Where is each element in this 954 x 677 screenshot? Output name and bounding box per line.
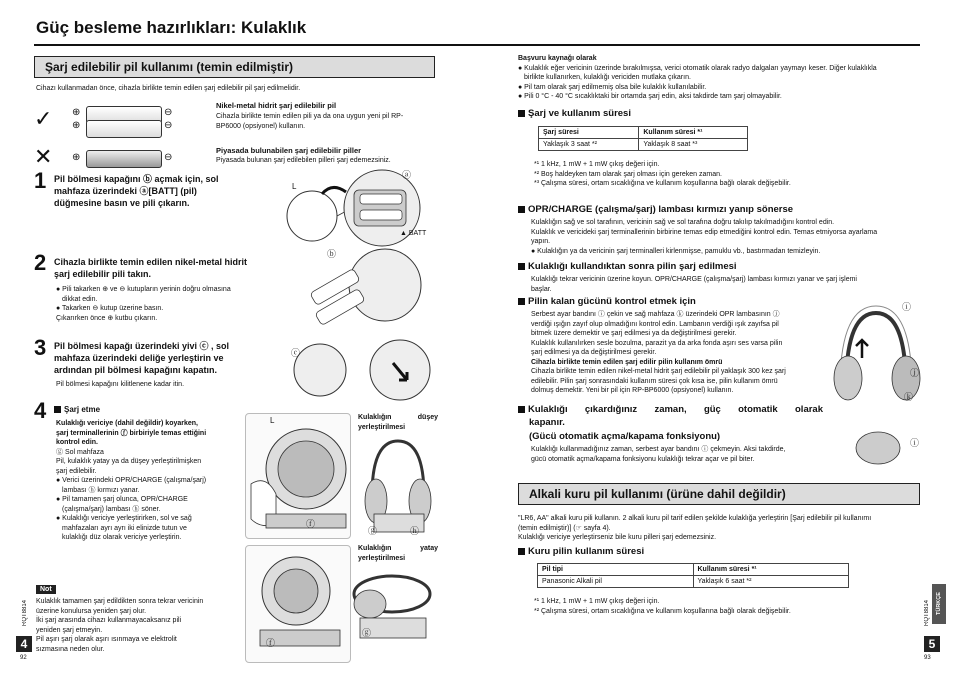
doc-code-right: RQT8814 [924, 600, 930, 627]
alkaline-line: (temin edilmiştir)] (☞ sayfa 4). [518, 524, 611, 532]
dry-battery-table [537, 563, 849, 588]
illustration-vertical-charger [360, 436, 435, 536]
auto-line: gücü otomatik açma/kapama fonksiyonu kulaklığı tekrar açar ve pil biter. [531, 455, 755, 463]
low-battery-text [531, 310, 821, 396]
label-b: ⓑ [327, 249, 337, 259]
low-line: bitmek üzere demektir ve şarj edilmesi ya da değiştirilmesi gerekir. [531, 330, 737, 337]
step-1-text [54, 173, 265, 209]
step-2-bullets [56, 285, 266, 323]
section-alkaline: Alkali kuru pil kullanımı (ürüne dahil değildir) [518, 483, 920, 505]
note-line: Pil aşırı şarj olarak aşırı ısınmaya ve elektrolit [36, 636, 177, 643]
illustration-headphone [826, 298, 926, 468]
illustration-horizontal-hands [245, 545, 351, 663]
label-batt: ▲ BATT [400, 230, 427, 237]
footnote: *² Çalışma süresi, ortam sıcaklığına ve kullanım koşullarına bağlı olarak değişebilir. [534, 607, 791, 615]
life-line: edilebilir. Pilin şarj sonrasındaki kullanım süresi çok kısa ise, pilin kullanım ömrü [531, 377, 778, 385]
step-2-bullet: dikkat edin. [62, 295, 98, 303]
after-line: Kulaklığı tekrar vericinin üzerine koyun. OPR/CHARGE (çalışma/şarj) lambası kırmızı yanar ve şarj işlemi [531, 276, 857, 283]
caption-horizontal [358, 544, 438, 563]
label-g: ⓖ [368, 526, 378, 536]
page-small-right: 93 [924, 655, 931, 661]
step-3-line: ardından pil bölmesi kapağını kapatın. [54, 365, 218, 375]
step-4-line: kontrol edin. [56, 439, 98, 446]
step-4-line: şarj terminallerinin ⓕ birbiriyle temas ettiğini [56, 429, 207, 437]
caption-line: yerleştirilmesi [358, 554, 406, 562]
step-1-number: 1 [34, 168, 47, 193]
low-battery-heading: Pilin kalan gücünü kontrol etmek için [518, 296, 696, 308]
page-number-left: 4 [16, 636, 32, 652]
low-line: Kulaklık kullanılırken sesle bozulma, parazit ya da arka fonda aşırı ses varsa pilin [531, 339, 783, 347]
caption-line: Kulaklığın düşey [358, 414, 438, 421]
doc-code-left: RQT8814 [22, 600, 28, 627]
step-3-text [54, 340, 265, 376]
ok-battery-title: Nikel-metal hidrit şarj edilebilir pil [216, 101, 337, 110]
step-4-line: ● Pil tamamen şarj olunca, OPR/CHARGE [56, 496, 188, 503]
plus-icon: ⊕ [72, 152, 81, 163]
label-i: ⓘ [910, 438, 920, 448]
table-cell: Panasonic Alkali pil [538, 576, 694, 588]
note-line: İki şarj arasında cihazı kullanmayacaksanız pili [36, 617, 182, 624]
step-4-title: Şarj etme [54, 404, 100, 416]
step-4-text [56, 419, 226, 543]
life-line: dolmuş demektir. Yeni bir pil için RP-BP6000 (opsiyonel) kullanın. [531, 387, 734, 394]
note-line: yeniden şarj etmeyin. [36, 626, 103, 634]
after-line: başlar. [531, 285, 552, 293]
battery-illustration [34, 104, 214, 174]
cross-icon: ✕ [34, 144, 53, 169]
step-2-number: 2 [34, 250, 47, 275]
step-2-bullet: Çıkarırken önce ⊕ kutbu çıkarın. [56, 314, 158, 322]
reference-title: Başvuru kaynağı olarak [518, 55, 597, 62]
step-2-line: şarj edilebilir pili takın. [54, 269, 152, 279]
step-3-line: mahfaza üzerindeki deliğe yerleştirin ve [54, 353, 224, 363]
page-small-left: 92 [20, 655, 27, 661]
alkaline-line: Kulaklığı vericiye yerleştirseniz bile kuru pilleri şarj edemezsiniz. [518, 534, 717, 541]
life-line: Cihazla birlikte temin edilen nikel-metal hidrit şarj edilebilir pil yaklaşık 300 kez şarj [531, 368, 786, 375]
step-2-line: Cihazla birlikte temin edilen nikel-metal hidrit [54, 257, 248, 267]
illustration-step2 [285, 245, 435, 335]
page-number-right: 5 [924, 636, 940, 652]
table-header: Kullanım süresi *¹ [639, 127, 748, 139]
step-2-text [54, 256, 266, 280]
low-line: Serbest ayar bandını ⓘ çekin ve sağ mahfaza ⓚ üzerindeki OPR lambasının ⓙ [531, 311, 780, 318]
footnote: *¹ 1 kHz, 1 mW + 1 mW çıkış değeri için. [534, 598, 660, 605]
reference-block [518, 54, 923, 102]
opr-heading: OPR/CHARGE (çalışma/şarj) lambası kırmızı yanıp sönerse [518, 204, 793, 216]
plus-icon: ⊕ [72, 107, 81, 118]
table-cell: Yaklaşık 8 saat *³ [639, 139, 748, 151]
label-i: ⓘ [902, 302, 912, 312]
caption-vertical [358, 413, 438, 432]
opr-text [531, 218, 923, 256]
illustration-step4-hands [245, 413, 351, 539]
battery-life-title: Cihazla birlikte temin edilen şarj edilir pilin kullanım ömrü [531, 358, 723, 366]
label-c: ⓒ [291, 348, 301, 358]
footnote: *¹ 1 kHz, 1 mW + 1 mW çıkış değeri için. [534, 161, 660, 168]
check-icon: ✓ [34, 106, 53, 131]
battery-icon [86, 120, 162, 138]
label-h: ⓗ [410, 526, 420, 536]
section-rechargeable: Şarj edilebilir pil kullanımı (temin edilmiştir) [34, 56, 435, 78]
step-3-line: Pil bölmesi kapağı üzerindeki yivi ⓒ , sol [54, 341, 230, 351]
auto-power-text [531, 445, 831, 464]
ok-battery-text-1: Cihazla birlikte temin edilen pili ya da ona uygun yeni pil RP- [216, 113, 404, 120]
reference-line: ● Kulaklık eğer vericinin üzerinde bırakılmışsa, verici otomatik olarak radyo dalgaları yaymayı keser. Diğer kulaklıkla [518, 64, 877, 72]
note-text [36, 597, 226, 654]
minus-icon: ⊖ [164, 152, 173, 163]
ng-battery-title: Piyasada bulunabilen şarj edilebilir piller [216, 146, 362, 155]
illustration-step1 [282, 168, 437, 248]
opr-line: yapın. [531, 238, 551, 245]
step-1-line: düğmesine basın ve pili çıkarın. [54, 198, 190, 208]
step-3-note: Pil bölmesi kapağını kilitlenene kadar itin. [56, 381, 185, 388]
ok-battery-text-2: BP6000 (opsiyonel) kullanın. [216, 123, 306, 130]
label-f: ⓕ [266, 638, 276, 648]
battery-icon [86, 150, 162, 168]
step-4-line: lambası ⓗ kırmızı yanar. [62, 486, 140, 494]
step-4-line: ● Verici üzerindeki OPR/CHARGE (çalışma/şarj) [56, 477, 207, 484]
step-4-line: ⓖ Sol mahfaza [56, 448, 104, 456]
alkaline-line: "LR6, AA" alkali kuru pili kullanın. 2 alkali kuru pil tarif edilen şekilde kulaklığa yerleştirin [Şarj edilebilir pil kullanımı [518, 515, 872, 522]
reference-line: ● Pili 0 °C - 40 °C sıcaklıktaki bir ortamda şarj edin, aksi takdirde tam şarj olmayabilir. [518, 93, 782, 100]
footnote: *² Boş haldeyken tam olarak şarj olması için gereken zaman. [534, 170, 722, 178]
step-4-line: kulaklığı düz olarak vericiye yerleştirin. [62, 534, 182, 541]
step-4-line: (çalışma/şarj) lambası ⓗ söner. [62, 505, 161, 513]
step-1-line: Pil bölmesi kapağını ⓑ açmak için, sol [54, 174, 219, 184]
caption-line: Kulaklığın yatay [358, 545, 438, 552]
footnotes-1 [534, 160, 791, 189]
auto-power-heading-1: Kulaklığı çıkardığınız zaman, güç otomatik olarak [518, 404, 823, 416]
ng-battery-text: Piyasada bulunan şarj edilebilen pilleri şarj edemezsiniz. [216, 157, 391, 164]
caption-line: yerleştirilmesi [358, 423, 406, 431]
low-line: verdiği ışığın zayıf olup olmadığını kontrol edin. Lambanın verdiği ışık zayıfsa pil [531, 320, 779, 328]
opr-line: Kulaklık ve vericideki şarj terminallerinin birbirine temas edip etmediğini kontrol edin. Temas etmiyorsa ayarlama [531, 228, 878, 236]
label-L: L [292, 182, 297, 191]
table-header: Şarj süresi [539, 127, 639, 139]
step-2-bullet: ● Takarken ⊖ kutup üzerine basın. [56, 305, 164, 312]
label-k: ⓚ [904, 392, 914, 402]
intro-text: Cihazı kullanmadan önce, cihazla birlikte temin edilen şarj edilebilir pil şarj edilmelidir. [36, 85, 301, 92]
minus-icon: ⊖ [164, 107, 173, 118]
low-line: şarj edilmesi ya da değiştirilmesi gerekir. [531, 349, 657, 356]
reference-line: birlikte kullanırken, kulaklığı vericiden mutlaka çıkarın. [524, 74, 691, 81]
label-L: L [270, 416, 275, 425]
note-line: Kulaklık tamamen şarj edildikten sonra tekrar vericinin [36, 598, 204, 605]
table-cell: Yaklaşık 6 saat *² [693, 576, 849, 588]
dry-battery-heading: Kuru pilin kullanım süresi [518, 546, 644, 558]
footnote: *³ Çalışma süresi, ortam sıcaklığına ve kullanım koşullarına bağlı olarak değişebilir. [534, 180, 791, 187]
page-title: Güç besleme hazırlıkları: Kulaklık [36, 18, 307, 37]
label-a: ⓐ [402, 170, 412, 180]
table-cell: Yaklaşık 3 saat *² [539, 139, 639, 151]
note-line: üzerine konulursa yeniden şarj olur. [36, 607, 147, 615]
step-1-line: mahfaza üzerindeki ⓐ[BATT] (pil) [54, 186, 197, 196]
language-tab-label: TÜRKÇE [936, 592, 942, 616]
table-header: Kullanım süresi *¹ [693, 564, 849, 576]
step-3-number: 3 [34, 335, 47, 360]
step-4-line: şarj edilebilir. [56, 467, 97, 475]
after-use-text [531, 275, 923, 294]
reference-line: ● Pil tam olarak şarj edilmemiş olsa bile kulaklık kullanılabilir. [518, 83, 707, 91]
language-tab [932, 584, 946, 624]
table-header: Pil tipi [538, 564, 694, 576]
step-4-line: ● Kulaklığı vericiye yerleştirirken, sol ve sağ [56, 515, 192, 522]
step-2-bullet: ● Pili takarken ⊕ ve ⊖ kutupların yerinin doğru olmasına [56, 286, 231, 293]
step-4-line: Pil, kulaklık yatay ya da düşey yerleştirilmişken [56, 458, 202, 465]
charge-time-table [538, 126, 748, 151]
opr-line: Kulaklığın sağ ve sol tarafının, vericinin sağ ve sol tarafına doğru takılıp takılmadığını kontrol edin. [531, 219, 835, 226]
note-line: sızmasına neden olur. [36, 645, 105, 653]
after-use-heading: Kulaklığı kullandıktan sonra pilin şarj edilmesi [518, 261, 737, 273]
label-g: ⓖ [362, 628, 372, 638]
auto-power-heading-2: kapanır. [529, 417, 565, 428]
charge-time-heading: Şarj ve kullanım süresi [518, 108, 631, 120]
step-4-number: 4 [34, 398, 47, 423]
plus-icon: ⊕ [72, 120, 81, 131]
note-label: Not [36, 585, 56, 594]
step-4-line: Kulaklığı vericiye (dahil değildir) koyarken, [56, 420, 198, 427]
alkaline-text [518, 514, 923, 543]
label-j: ⓙ [910, 368, 920, 378]
footnotes-2 [534, 597, 791, 616]
label-f: ⓕ [306, 519, 316, 529]
illustration-horizontal-charger [350, 566, 435, 656]
step-4-line: mahfazaları ayrı ayrı iki elinizde tutun ve [62, 524, 187, 532]
opr-line: ● Kulaklığın ya da vericinin şarj terminalleri kirlenmişse, pamuklu vb., bastırmadan temizleyin. [531, 247, 821, 255]
minus-icon: ⊖ [164, 120, 173, 131]
title-rule [34, 44, 920, 46]
auto-line: Kulaklığı kullanmadığınız zaman, serbest ayar bandını ⓘ çekmeyin. Aksi takdirde, [531, 446, 786, 453]
auto-power-heading-3: (Gücü otomatik açma/kapama fonksiyonu) [529, 431, 721, 442]
illustration-step3 [285, 338, 435, 408]
